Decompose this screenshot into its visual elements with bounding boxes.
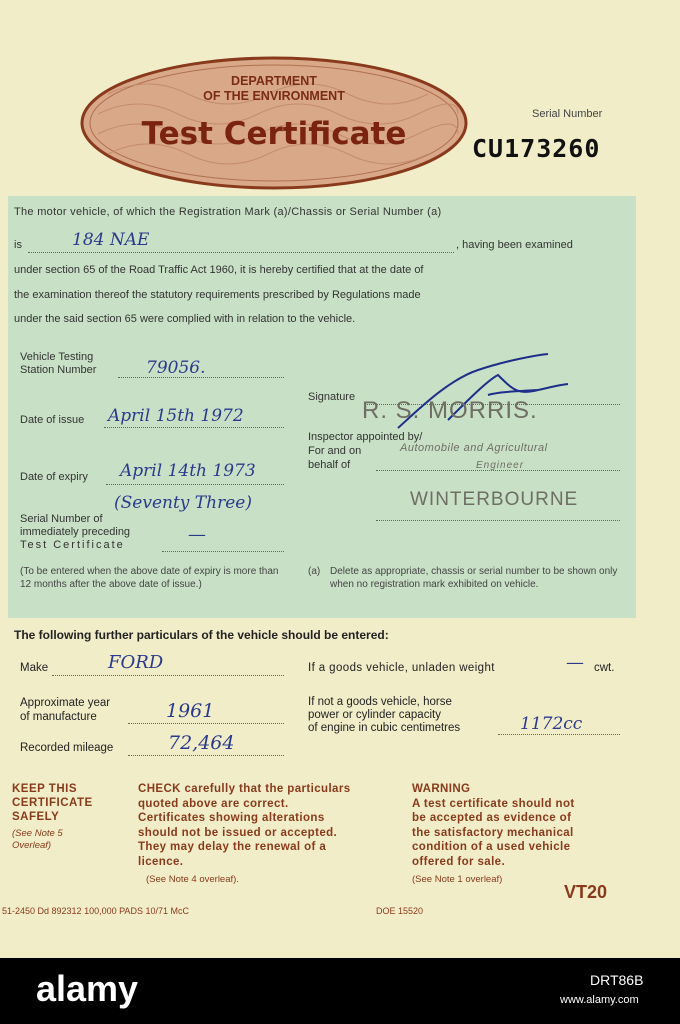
make-value: FORD	[108, 652, 164, 673]
department-label: DEPARTMENT OF THE ENVIRONMENT	[203, 74, 345, 103]
registration-value: 184 NAE	[72, 230, 150, 250]
prev-serial-value: —	[188, 524, 206, 545]
issue-label: Date of issue	[20, 414, 85, 426]
issue-value: April 15th 1972	[108, 406, 244, 426]
signature-mark	[388, 350, 578, 440]
year-value: 1961	[166, 700, 215, 722]
cert-line-4: the examination thereof the statutory requirements prescribed by Regulations made	[14, 289, 421, 301]
prev-serial-label: Serial Number of immediately preceding Test Certificate	[20, 513, 131, 551]
particulars-heading: The following further particulars of the vehicle should be entered:	[14, 628, 389, 642]
note-left: (To be entered when the above date of expiry is more than 12 months after the above date of issue.)	[20, 566, 279, 590]
note-right-marker: (a)	[308, 566, 321, 577]
watermark-brand: alamy	[36, 968, 139, 1009]
cert-line-5: under the said section 65 were complied with in relation to the vehicle.	[14, 313, 356, 325]
serial-number: CU173260	[472, 134, 601, 163]
goods-value: —	[566, 652, 584, 673]
cert-line-3: under section 65 of the Road Traffic Act 1960, it is hereby certified that at the date of	[14, 264, 424, 276]
station-label: Vehicle Testing Station Number	[20, 351, 97, 376]
keep-note: (See Note 5 Overleaf)	[12, 828, 63, 851]
cert-line-2-tail: , having been examined	[456, 239, 573, 251]
form-code: VT20	[564, 882, 608, 902]
signature-label: Signature	[308, 391, 356, 403]
station-value: 79056.	[146, 358, 206, 378]
check-notice: CHECK carefully that the particulars quoted above are correct. Certificates showing alterations should not be issued or accepted. They may delay the renewal of a licence.	[138, 783, 351, 868]
doe-code: DOE 15520	[376, 906, 424, 916]
warning-note: (See Note 1 overleaf)	[412, 874, 503, 885]
make-label: Make	[20, 662, 49, 674]
hp-value: 1172cc	[520, 714, 583, 734]
check-note: (See Note 4 overleaf).	[146, 874, 239, 885]
goods-unit: cwt.	[594, 662, 615, 674]
expiry-label: Date of expiry	[20, 471, 88, 483]
note-right: Delete as appropriate, chassis or serial number to be shown only when no registration mark exhibited on vehicle.	[330, 566, 618, 590]
expiry-value-words: (Seventy Three)	[114, 493, 252, 513]
warning-notice: WARNING A test certificate should not be accepted as evidence of the satisfactory mechanical condition of a used vehicle offered for sale.	[412, 783, 575, 868]
stamp-name: R. S. MORRIS.	[362, 397, 538, 424]
stamp-place: WINTERBOURNE	[410, 489, 579, 510]
goods-label: If a goods vehicle, unladen weight	[308, 662, 495, 674]
mileage-label: Recorded mileage	[20, 742, 114, 754]
keep-safely-notice: KEEP THIS CERTIFICATE SAFELY	[12, 783, 93, 823]
cert-line-1: The motor vehicle, of which the Registration Mark (a)/Chassis or Serial Number (a)	[14, 206, 442, 218]
print-code: 51-2450 Dd 892312 100,000 PADS 10/71 McC	[2, 906, 189, 916]
stamp-line-2: Automobile and Agricultural	[400, 442, 548, 454]
page-title: Test Certificate	[141, 116, 407, 152]
stamp-line-3: Engineer	[476, 460, 525, 471]
watermark-url: www.alamy.com	[560, 994, 639, 1006]
inspector-label: Inspector appointed by/ For and on behalf of	[308, 431, 423, 471]
year-label: Approximate year of manufacture	[20, 697, 111, 723]
cert-is-label: is	[14, 239, 22, 251]
watermark-image-id: DRT86B	[590, 972, 644, 988]
mileage-value: 72,464	[168, 732, 235, 754]
hp-label: If not a goods vehicle, horse power or cylinder capacity of engine in cubic centimetres	[308, 696, 461, 734]
watermark-bar	[0, 958, 680, 1024]
expiry-value: April 14th 1973	[120, 461, 256, 481]
serial-label: Serial Number	[532, 108, 603, 120]
